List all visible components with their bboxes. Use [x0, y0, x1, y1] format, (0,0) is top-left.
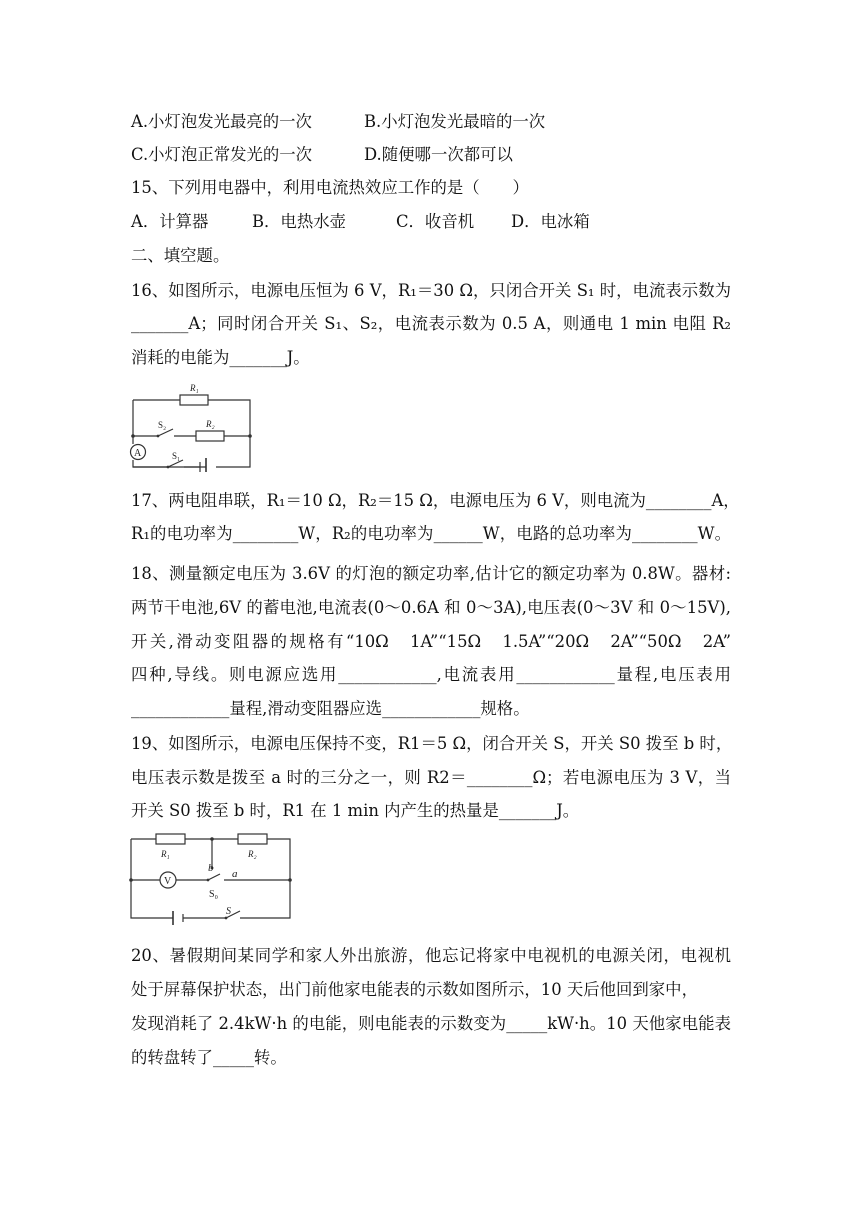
q19-line-1: 19、如图所示，电源电压保持不变，R1＝5 Ω，闭合开关 S，开关 S0 拨至 b 时，: [131, 734, 733, 753]
q17-line-1: 17、两电阻串联，R₁＝10 Ω，R₂＝15 Ω，电源电压为 6 V，则电流为________A，: [131, 491, 740, 510]
q14-option-b: B.小灯泡发光最暗的一次: [364, 112, 546, 131]
q18-line-5: ____________量程,滑动变阻器应选____________规格。: [131, 699, 530, 718]
q19-label-s: S: [226, 906, 231, 917]
q15-stem: 15、下列用电器中，利用电流热效应工作的是（ ）: [131, 178, 529, 197]
q19-label-a: a: [232, 868, 238, 880]
q20-line-2: 处于屏幕保护状态，出门前他家电能表的示数如图所示，10 天后他回到家中，: [131, 980, 698, 999]
q16-line-3: 消耗的电能为_______J。: [131, 348, 310, 367]
q15-option-b: B．电热水壶: [252, 212, 346, 231]
q16-circuit-diagram: [128, 380, 256, 472]
q18-line-1: 18、测量额定电压为 3.6V 的灯泡的额定功率,估计它的额定功率为 0.8W。器材:: [131, 564, 731, 583]
q19-voltmeter-label: V: [164, 876, 172, 887]
q16-label-r1: R₁: [190, 383, 199, 393]
q16-label-s2: S₂: [158, 420, 167, 430]
q19-label-r1: R₁: [161, 849, 170, 859]
q14-options-row-2: [131, 144, 731, 166]
q18-line-2: 两节干电池,6V 的蓄电池,电流表(0～0.6A 和 0～3A),电压表(0～3V 和 0～15V),: [131, 598, 731, 617]
q19-label-s0: S₀: [209, 889, 219, 900]
q14-option-a: A.小灯泡发光最亮的一次: [131, 112, 312, 131]
q14-option-d: D.随便哪一次都可以: [364, 145, 513, 164]
q18-line-3: 开关,滑动变阻器的规格有“10Ω 1A”“15Ω 1.5A”“20Ω 2A”“50Ω 2A”: [131, 632, 731, 651]
q15-options: [131, 211, 731, 233]
q20-line-3: 发现消耗了 2.4kW·h 的电能，则电能表的示数变为_____kW·h。10 天他家电能表: [131, 1014, 731, 1033]
section-title: 二、填空题。: [131, 246, 230, 265]
q20-line-1: 20、暑假期间某同学和家人外出旅游，他忘记将家中电视机的电源关闭，电视机: [131, 946, 731, 965]
q16-ammeter-label: A: [134, 448, 142, 459]
q14-options-row-1: [131, 111, 731, 133]
q16-line-2: _______A；同时闭合开关 S₁、S₂，电流表示数为 0.5 A，则通电 1 min 电阻 R₂: [131, 314, 731, 333]
q16-label-r2: R₂: [206, 419, 215, 429]
q19-line-2: 电压表示数是拨至 a 时的三分之一，则 R2＝________Ω；若电源电压为 3 V，当: [131, 768, 731, 787]
q16-label-s1: S₁: [172, 451, 181, 461]
q15-option-c: C．收音机: [396, 212, 475, 231]
q19-line-3: 开关 S0 拨至 b 时，R1 在 1 min 内产生的热量是_______J。: [131, 801, 580, 820]
q19-label-b: b: [208, 862, 214, 874]
q18-line-4: 四种,导线。则电源应选用____________,电流表用____________量程,电压表用: [131, 665, 731, 684]
q17-line-2: R₁的电功率为________W，R₂的电功率为______W，电路的总功率为________W。: [131, 524, 731, 543]
q14-option-c: C.小灯泡正常发光的一次: [131, 145, 313, 164]
q15-option-a: A．计算器: [131, 212, 209, 231]
q19-label-r2: R₂: [248, 849, 257, 859]
q16-line-1: 16、如图所示，电源电压恒为 6 V，R₁＝30 Ω，只闭合开关 S₁ 时，电流表示数为: [131, 281, 731, 300]
q20-line-4: 的转盘转了_____转。: [131, 1048, 287, 1067]
q19-circuit-diagram: [128, 830, 294, 926]
q15-option-d: D．电冰箱: [511, 212, 590, 231]
